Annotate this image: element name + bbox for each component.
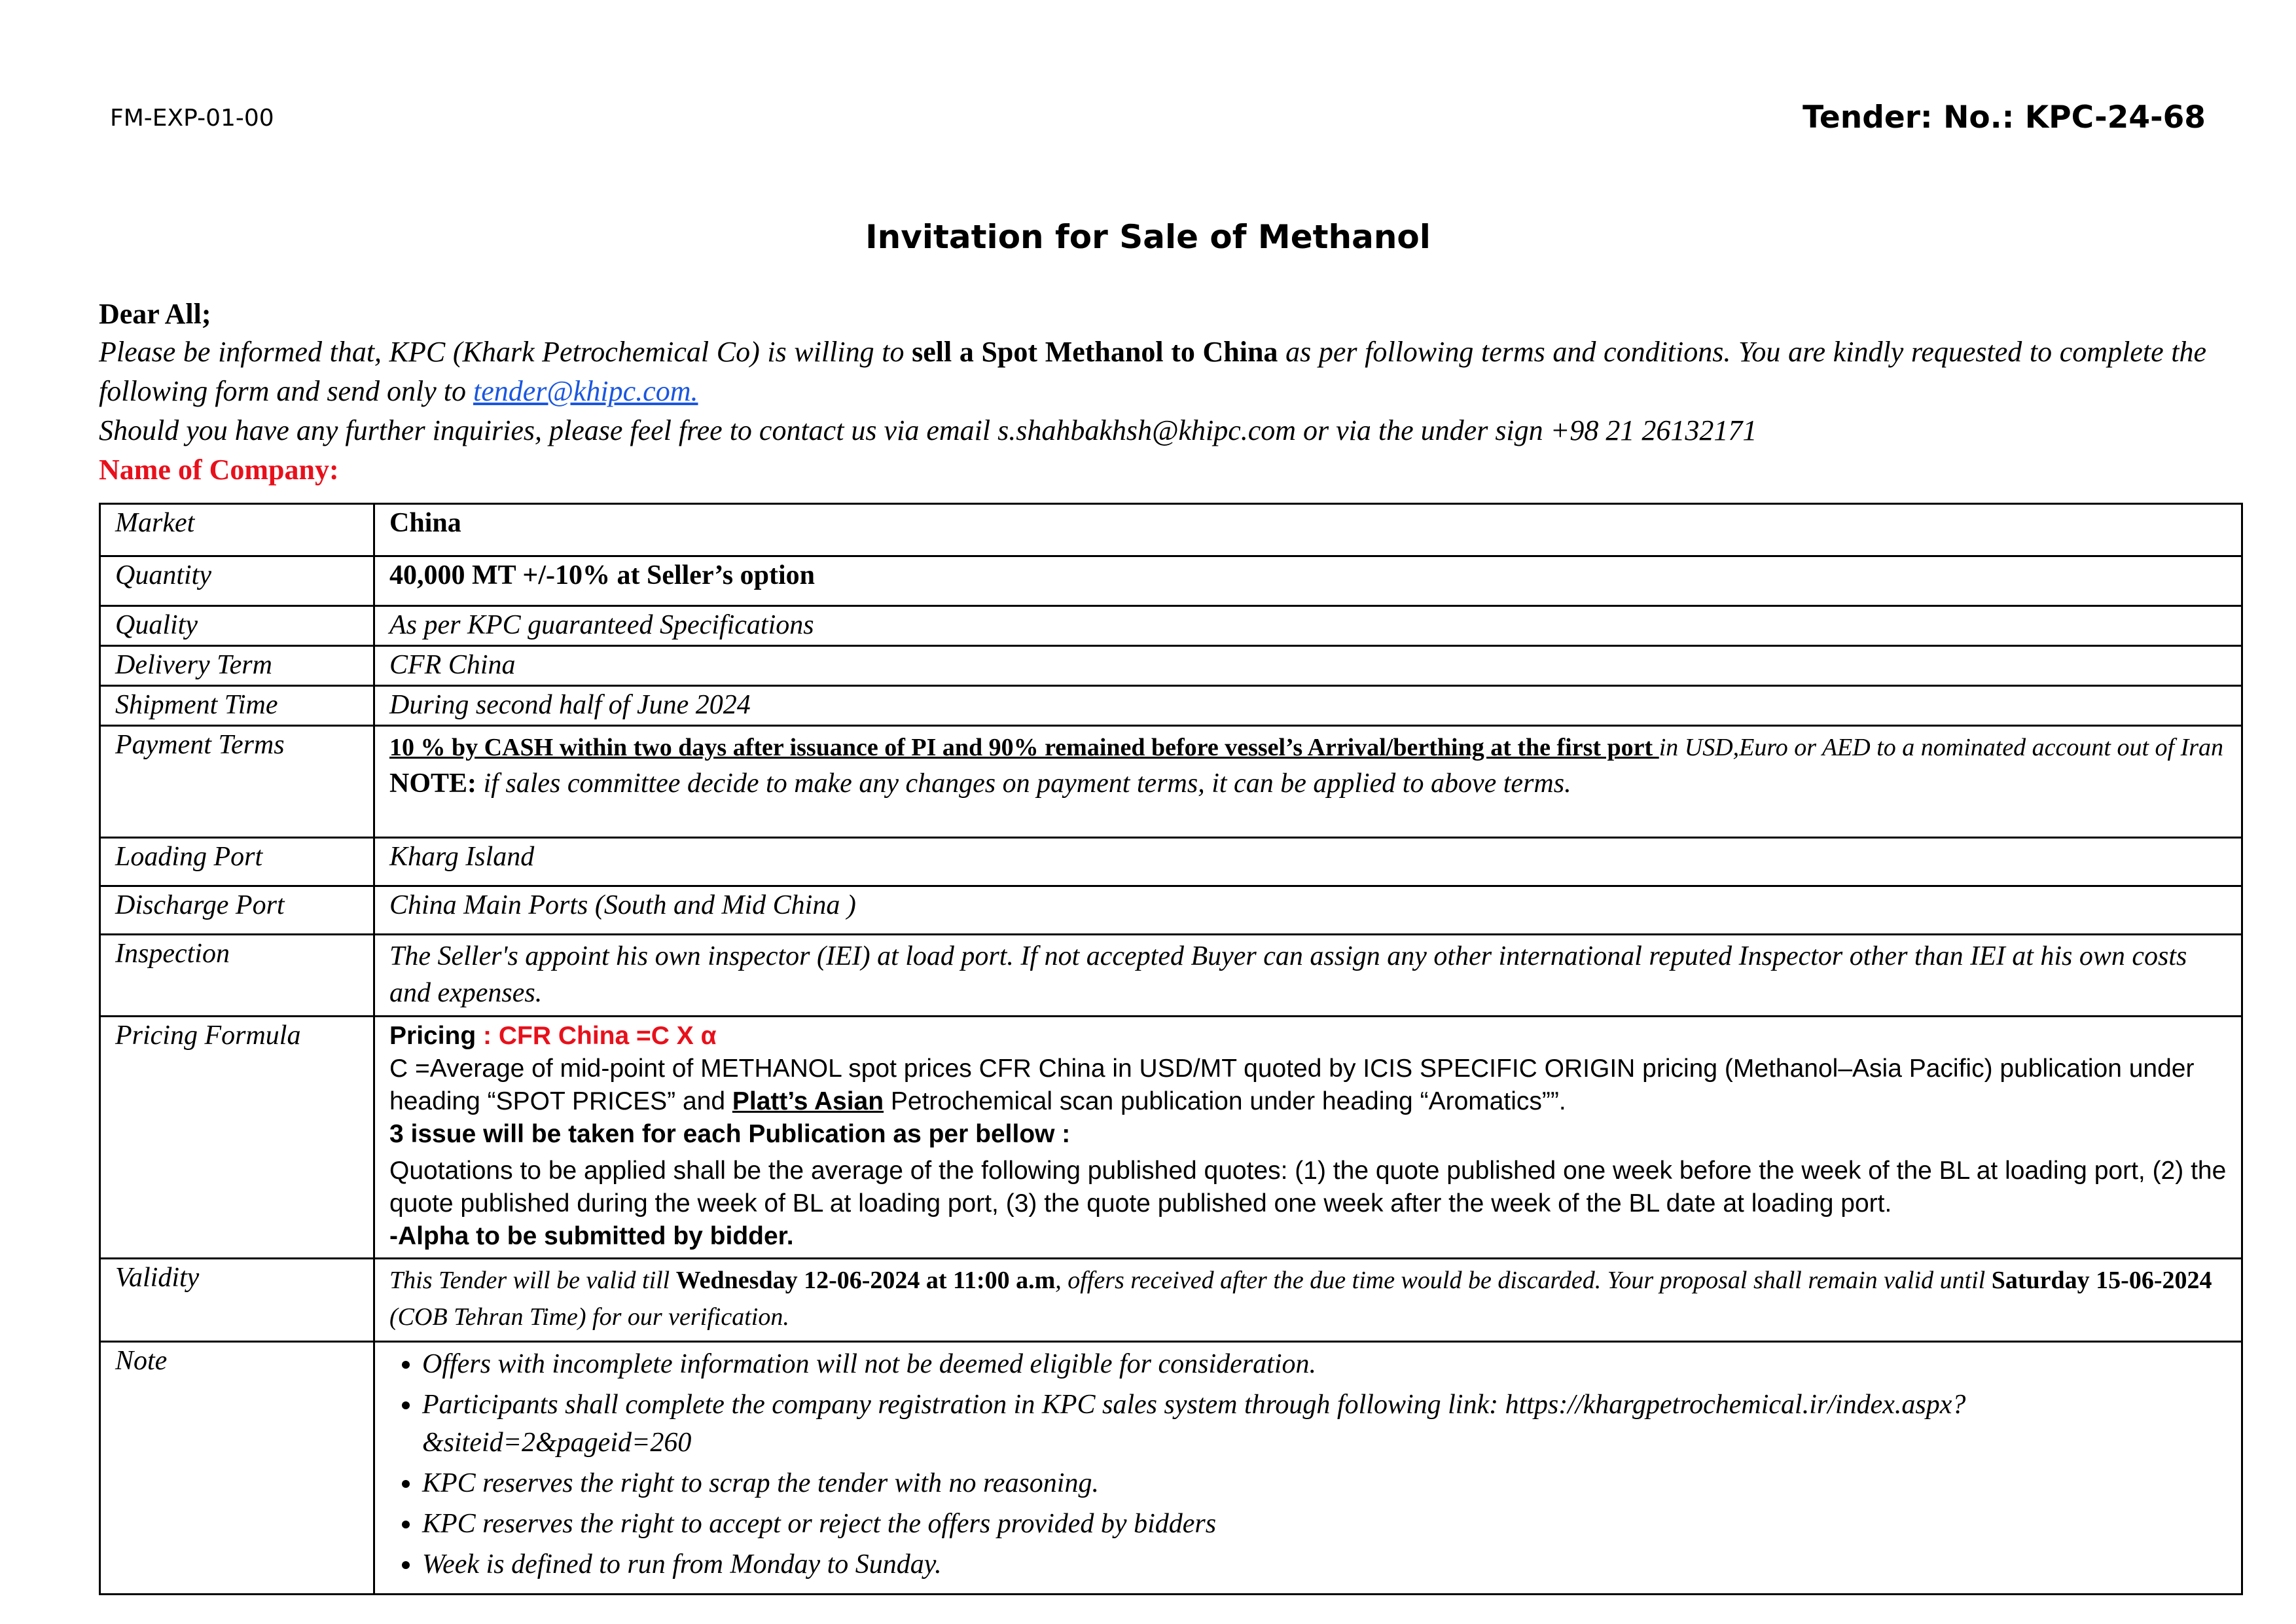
row-label: Note — [100, 1342, 374, 1595]
list-item: • Week is defined to run from Monday to Sunday. — [422, 1545, 2227, 1586]
pricing-issues: 3 issue will be taken for each Publication as per bellow : — [389, 1120, 1071, 1148]
row-value: During second half of June 2024 — [374, 686, 2242, 726]
pricing-alpha: -Alpha to be submitted by bidder. — [389, 1222, 794, 1250]
tender-number: Tender: No.: KPC-24-68 — [1803, 99, 2206, 135]
payment-terms-underlined: 10 % by CASH within two days after issuance of PI and 90% remained before vessel’s Arrival/berthing at the first port — [389, 734, 1659, 761]
row-value — [374, 1259, 2242, 1342]
validity-text-c: (COB Tehran Time) for our verification. — [389, 1303, 789, 1331]
row-value: 40,000 MT +/-10% at Seller’s option — [374, 556, 2242, 606]
table-row-quality — [100, 606, 2242, 646]
intro-section — [99, 296, 2206, 490]
payment-terms-text — [389, 729, 2227, 766]
validity-text-a: This Tender will be valid till — [389, 1267, 676, 1294]
intro-paragraph — [99, 333, 2206, 411]
c-definition-a: C =Average of mid-point of METHANOL spot prices CFR China in USD/MT quoted by ICIS SPECIFIC ORIGIN pricing (Methanol–Asia Pacific) publication under heading “SPOT PRICES” and — [389, 1055, 2195, 1115]
pricing-formula: : CFR China =C X α — [476, 1022, 717, 1050]
row-label: Quantity — [100, 556, 374, 606]
table-row-validity — [100, 1259, 2242, 1342]
row-label: Shipment Time — [100, 686, 374, 726]
company-name-label: Name of Company: — [99, 454, 339, 486]
table-row-quantity — [100, 556, 2242, 606]
row-value: CFR China — [374, 646, 2242, 686]
row-value — [374, 726, 2242, 838]
form-code: FM-EXP-01-00 — [110, 105, 274, 132]
table-row-note — [100, 1342, 2242, 1595]
row-value — [374, 1017, 2242, 1259]
terms-table — [99, 503, 2243, 1595]
list-item: • KPC reserves the right to scrap the tender with no reasoning. — [422, 1464, 2227, 1505]
validity-until: Saturday 15-06-2024 — [1991, 1267, 2212, 1294]
platts-asian: Platt’s Asian — [732, 1087, 884, 1115]
pricing-label: Pricing — [389, 1022, 476, 1050]
payment-note-label: NOTE: — [389, 768, 477, 799]
payment-terms-rest: in USD,Euro or AED to a nominated account out of Iran — [1659, 734, 2224, 761]
notes-list — [389, 1345, 2227, 1586]
list-item: • Participants shall complete the company registration in KPC sales system through following link: https://khargpetrochemical.ir/index.aspx?&siteid=2&pageid=260 — [422, 1386, 2227, 1464]
payment-note-text: if sales committee decide to make any changes on payment terms, it can be applied to above terms. — [476, 768, 1571, 799]
tender-email-link[interactable]: tender@khipc.com. — [473, 375, 698, 407]
table-row-inspection — [100, 935, 2242, 1017]
table-row-pricing — [100, 1017, 2242, 1259]
row-value: The Seller's appoint his own inspector (IEI) at load port. If not accepted Buyer can assign any other international reputed Inspector other than IEI at his own costs and expenses. — [374, 935, 2242, 1017]
row-value — [374, 1342, 2242, 1595]
row-label: Loading Port — [100, 838, 374, 886]
pricing-heading — [389, 1020, 2227, 1053]
table-row-loading — [100, 838, 2242, 886]
validity-deadline: Wednesday 12-06-2024 at 11:00 a.m — [675, 1267, 1056, 1294]
intro-bold-text: sell a Spot Methanol to China — [912, 336, 1278, 368]
row-label: Discharge Port — [100, 886, 374, 935]
page-title: Invitation for Sale of Methanol — [865, 218, 1431, 256]
intro-text-b: as per following terms and conditions. You are kindly requested to complete the following form and send only to — [99, 336, 2206, 407]
row-label: Validity — [100, 1259, 374, 1342]
list-item: • Offers with incomplete information will not be deemed eligible for consideration. — [422, 1345, 2227, 1386]
table-row-payment — [100, 726, 2242, 838]
table-row-discharge — [100, 886, 2242, 935]
c-definition-b: Petrochemical scan publication under heading “Aromatics””. — [884, 1087, 1566, 1115]
row-label: Quality — [100, 606, 374, 646]
row-value: China Main Ports (South and Mid China ) — [374, 886, 2242, 935]
payment-note — [389, 766, 2227, 801]
validity-text-b: , offers received after the due time would be discarded. Your proposal shall remain valid until — [1055, 1267, 1992, 1294]
table-row-shipment — [100, 686, 2242, 726]
row-label: Market — [100, 504, 374, 556]
list-item: • KPC reserves the right to accept or reject the offers provided by bidders — [422, 1505, 2227, 1545]
contact-line: Should you have any further inquiries, please feel free to contact us via email s.shahbakhsh@khipc.com or via the under sign +98 21 26132171 — [99, 414, 1757, 446]
table-row-delivery — [100, 646, 2242, 686]
row-value: As per KPC guaranteed Specifications — [374, 606, 2242, 646]
row-label: Payment Terms — [100, 726, 374, 838]
pricing-quotations: Quotations to be applied shall be the average of the following published quotes: (1) the quote published one week before the week of the BL at loading port, (2) the quote published during the week of BL at loading port, (3) the quote published one week after the week of the BL date at loading port. — [389, 1157, 2227, 1218]
row-label: Inspection — [100, 935, 374, 1017]
row-value: China — [374, 504, 2242, 556]
row-label: Pricing Formula — [100, 1017, 374, 1259]
pricing-c-definition — [389, 1053, 2227, 1118]
row-value: Kharg Island — [374, 838, 2242, 886]
table-row-market — [100, 504, 2242, 556]
intro-text-a: Please be informed that, KPC (Khark Petrochemical Co) is willing to — [99, 336, 912, 368]
row-label: Delivery Term — [100, 646, 374, 686]
greeting: Dear All; — [99, 298, 211, 330]
